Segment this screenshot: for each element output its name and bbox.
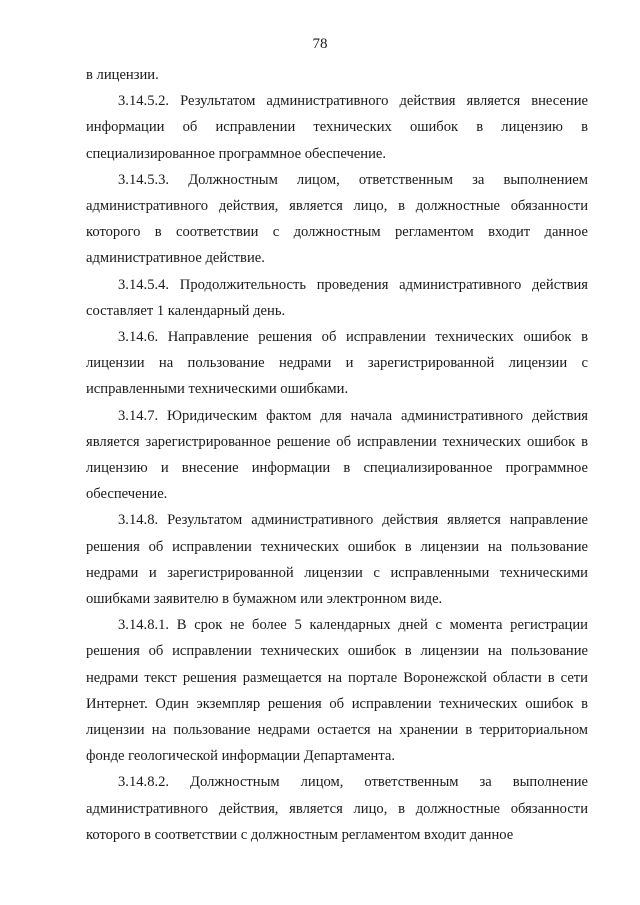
paragraph-3-14-6: 3.14.6. Направление решения об исправлении технических ошибок в лицензии на пользование недрами и зарегистрированной лицензии с исправленными техническими ошибками. <box>86 329 588 398</box>
paragraph-3-14-8-2: 3.14.8.2. Должностным лицом, ответственным за выполнение административного действия, является лицо, в должностные обязанности которого в соответствии с должностным регламентом входит данное <box>86 774 588 843</box>
paragraph-continuation: в лицензии. <box>86 67 159 83</box>
paragraph-3-14-8: 3.14.8. Результатом административного действия является направление решения об исправлении технических ошибок в лицензии на пользование недрами и зарегистрированной лицензии с исправленными техническими ошибками заявителю в бумажном или электронном виде. <box>86 512 588 608</box>
paragraph-3-14-5-2: 3.14.5.2. Результатом административного действия является внесение информации об исправлении технических ошибок в лицензию в специализированное программное обеспечение. <box>86 93 588 162</box>
page-number: 78 <box>312 36 328 52</box>
paragraph-3-14-8-1: 3.14.8.1. В срок не более 5 календарных дней с момента регистрации решения об исправлении технических ошибок в лицензии на пользование недрами текст решения размещается на портале Воронежской области в сети Интернет. Один экземпляр решения об исправлении технических ошибок в лицензии на пользование недрами остается на хранении в территориальном фонде геологической информации Департамента. <box>86 617 588 765</box>
paragraph-3-14-5-4: 3.14.5.4. Продолжительность проведения административного действия составляет 1 календарный день. <box>86 276 588 319</box>
paragraph-3-14-7: 3.14.7. Юридическим фактом для начала административного действия является зарегистрированное решение об исправлении технических ошибок в лицензию и внесение информации в специализированное программное обеспечение. <box>86 407 588 503</box>
document-body <box>86 62 588 848</box>
paragraph-3-14-5-3: 3.14.5.3. Должностным лицом, ответственным за выполнением административного действия, является лицо, в должностные обязанности которого в соответствии с должностным регламентом входит данное административное действие. <box>86 171 588 267</box>
